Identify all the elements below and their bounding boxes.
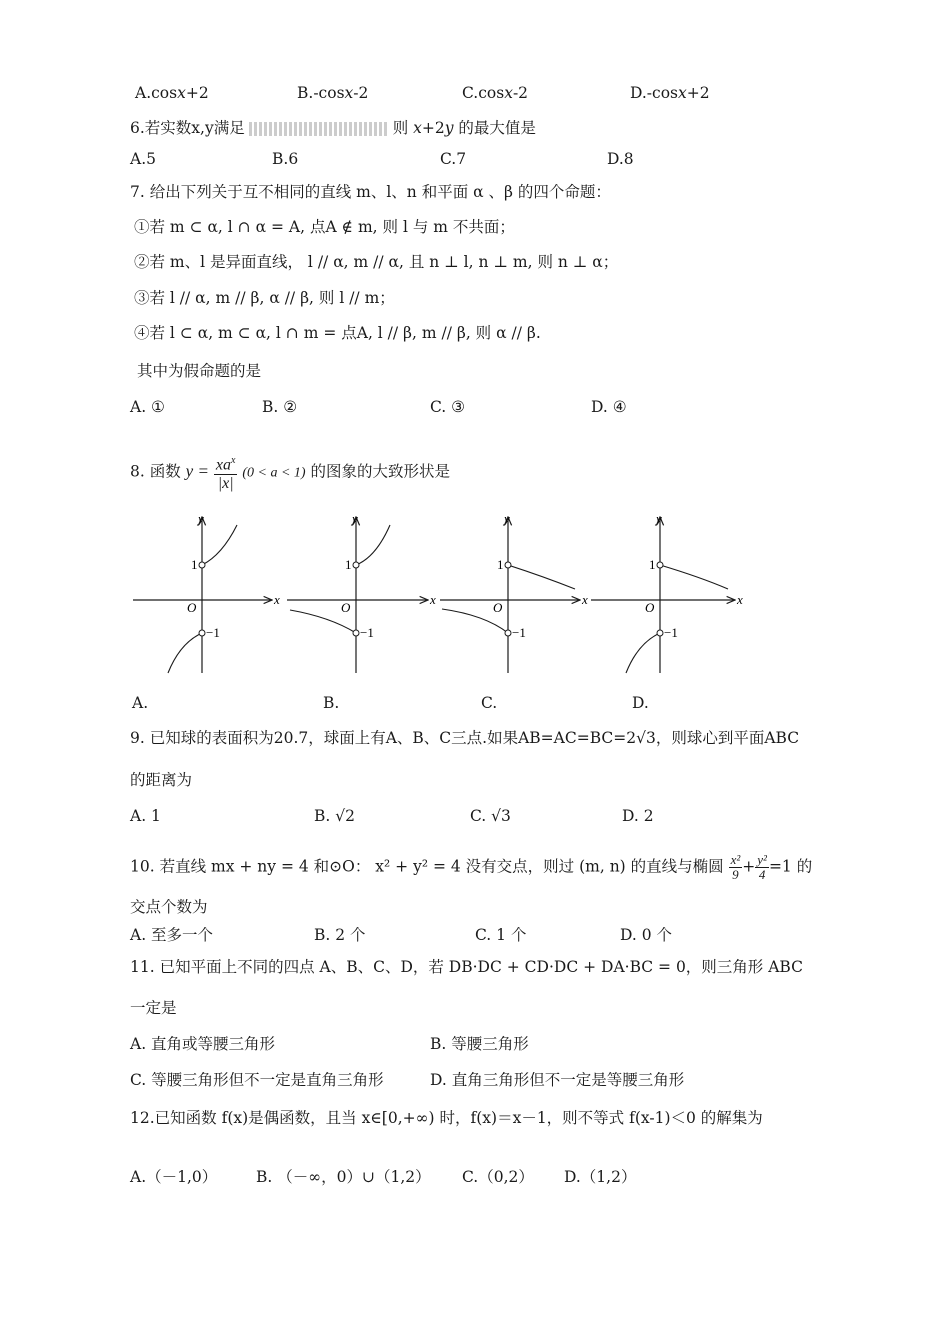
graph-a xyxy=(133,511,280,673)
graph-c-tick-neg: −1 xyxy=(512,625,526,640)
q8-func-num: xa xyxy=(215,456,231,474)
graph-d xyxy=(591,511,743,673)
graph-b-x-label: x xyxy=(430,592,436,607)
q10-option-a: A. 至多一个 xyxy=(130,926,214,944)
q5-option-b: B.-cos𝑥-2 xyxy=(297,84,369,102)
q10-frac-x xyxy=(729,853,743,882)
q8-label-a: A. xyxy=(132,694,149,712)
q7-prop-3: ③若 l // α, m // β, α // β, 则 l // m； xyxy=(134,289,395,307)
q10-plus: + xyxy=(742,857,756,876)
q8-stem-suffix: 的图象的大致形状是 xyxy=(310,462,451,481)
q9-option-a: A. 1 xyxy=(130,807,161,825)
q7-prop-2: ②若 m、l 是异面直线， l // α, m // α, 且 n ⊥ l, n ⊥ m, 则 n ⊥ α； xyxy=(134,253,619,271)
graph-b-origin: O xyxy=(341,600,351,615)
q10-stem2: 交点个数为 xyxy=(130,898,208,916)
q7-question: 其中为假命题的是 xyxy=(137,362,262,380)
graph-d-curve-right xyxy=(660,565,728,589)
q8-stem-prefix: 8. 函数 xyxy=(130,462,181,481)
graph-a-tick-neg: −1 xyxy=(206,625,220,640)
graph-c-curve-right xyxy=(508,565,575,589)
q8-label-c: C. xyxy=(481,694,498,712)
q9-option-c: C. √3 xyxy=(470,807,511,825)
q10-option-c: C. 1 个 xyxy=(475,926,527,944)
q8-label-d: D. xyxy=(632,694,649,712)
graph-c xyxy=(440,511,588,673)
graph-a-curve-left xyxy=(168,633,202,673)
q10-eq: =1 的 xyxy=(768,857,813,876)
graph-a-curve-right xyxy=(202,525,237,565)
q6-option-c: C.7 xyxy=(440,150,467,168)
q10-option-d: D. 0 个 xyxy=(620,926,673,944)
q9-option-d: D. 2 xyxy=(622,807,654,825)
graph-d-origin: O xyxy=(645,600,655,615)
graph-c-x-label: x xyxy=(582,592,588,607)
q7-option-d: D. ④ xyxy=(591,398,627,416)
q11-option-c: C. 等腰三角形但不一定是直角三角形 xyxy=(130,1071,384,1089)
graph-a-open-point-top xyxy=(199,562,205,568)
q7-option-c: C. ③ xyxy=(430,398,466,416)
q6-stem-b: 则 𝑥+2𝑦 的最大值是 xyxy=(392,119,536,137)
q12-stem: 12.已知函数 f(x)是偶函数，且当 x∈[0,+∞) 时，f(x)＝x－1，则不等式 f(x-1)＜0 的解集为 xyxy=(130,1109,763,1127)
q5-option-a: A.cos𝑥+2 xyxy=(135,84,209,102)
q11-stem: 11. 已知平面上不同的四点 A、B、C、D，若 DB·DC + CD·DC + DA·BC = 0，则三角形 ABC xyxy=(130,958,803,976)
q8-stem xyxy=(130,452,450,493)
graph-d-open-point-bottom xyxy=(657,630,663,636)
q7-prop-4: ④若 l ⊂ α, m ⊂ α, l ∩ m = 点A, l // β, m // β, 则 α // β. xyxy=(134,324,541,342)
q8-func-lhs: y = xyxy=(185,461,209,481)
q12-option-a: A.（－1,0） xyxy=(130,1168,218,1186)
q6-stem-a: 6.若实数x,y满足 xyxy=(130,119,245,137)
graph-d-curve-left xyxy=(626,633,660,673)
graph-b xyxy=(287,511,436,673)
graph-b-open-point-bottom xyxy=(353,630,359,636)
graph-a-x-label: x xyxy=(274,592,280,607)
q8-graphs xyxy=(0,505,950,685)
graph-b-y-label: y xyxy=(352,511,358,526)
graph-a-origin: O xyxy=(187,600,197,615)
graph-c-open-point-top xyxy=(505,562,511,568)
q7-prop-1: ①若 m ⊂ α, l ∩ α = A, 点A ∉ m, 则 l 与 m 不共面； xyxy=(134,218,515,236)
graph-d-tick-neg: −1 xyxy=(664,625,678,640)
q12-option-c: C.（0,2） xyxy=(462,1168,534,1186)
graph-b-curve-right xyxy=(356,525,390,565)
q11-stem2: 一定是 xyxy=(130,999,177,1017)
q7-option-a: A. ① xyxy=(130,398,165,416)
q9-option-b: B. √2 xyxy=(314,807,355,825)
q9-stem: 9. 已知球的表面积为20.7，球面上有A、B、C三点.如果AB=AC=BC=2√3，则球心到平面ABC xyxy=(130,729,800,747)
q10-den-4: 4 xyxy=(758,867,766,882)
q8-label-b: B. xyxy=(323,694,340,712)
q11-option-a: A. 直角或等腰三角形 xyxy=(130,1035,276,1053)
q11-option-b: B. 等腰三角形 xyxy=(430,1035,529,1053)
q6-option-d: D.8 xyxy=(607,150,634,168)
q12-option-d: D.（1,2） xyxy=(564,1168,637,1186)
q10-frac-y xyxy=(755,853,769,882)
graph-d-x-label: x xyxy=(737,592,743,607)
q10-stem xyxy=(130,853,812,882)
graph-a-open-point-bottom xyxy=(199,630,205,636)
q11-option-d: D. 直角三角形但不一定是等腰三角形 xyxy=(430,1071,685,1089)
q8-func-exp: x xyxy=(230,455,236,466)
q10-stem-a: 10. 若直线 mx + ny = 4 和⊙O： x² + y² = 4 没有交点，则过 (m, n) 的直线与椭圆 xyxy=(130,857,724,876)
graph-d-y-label: y xyxy=(656,511,662,526)
q10-option-b: B. 2 个 xyxy=(314,926,366,944)
q8-func-cond: (0 < a < 1) xyxy=(242,465,306,481)
graph-d-open-point-top xyxy=(657,562,663,568)
q6-blurred-constraints xyxy=(249,122,389,136)
graph-c-tick-pos: 1 xyxy=(497,557,504,572)
q10-den-9: 9 xyxy=(732,867,739,882)
graph-b-tick-pos: 1 xyxy=(345,557,352,572)
graph-a-tick-pos: 1 xyxy=(191,557,198,572)
q7-option-b: B. ② xyxy=(262,398,298,416)
q9-stem2: 的距离为 xyxy=(130,771,193,789)
q7-stem: 7. 给出下列关于互不相同的直线 m、l、n 和平面 α 、β 的四个命题： xyxy=(130,183,611,201)
graph-c-open-point-bottom xyxy=(505,630,511,636)
q12-option-b: B. （－∞，0）∪（1,2） xyxy=(256,1168,431,1186)
q6-option-a: A.5 xyxy=(130,150,156,168)
q8-func-fraction xyxy=(214,452,238,493)
q6-stem xyxy=(130,118,536,138)
q5-option-c: C.cos𝑥-2 xyxy=(462,84,529,102)
q10-x2: x² xyxy=(730,852,741,867)
graph-c-origin: O xyxy=(493,600,503,615)
graph-a-y-label: y xyxy=(198,511,204,526)
graph-d-tick-pos: 1 xyxy=(649,557,656,572)
q10-y2: y² xyxy=(757,852,767,867)
graph-b-open-point-top xyxy=(353,562,359,568)
q8-func-den: |x| xyxy=(217,475,234,493)
q6-option-b: B.6 xyxy=(272,150,299,168)
graph-b-tick-neg: −1 xyxy=(360,625,374,640)
q5-option-d: D.-cos𝑥+2 xyxy=(630,84,710,102)
graph-c-y-label: y xyxy=(504,511,510,526)
